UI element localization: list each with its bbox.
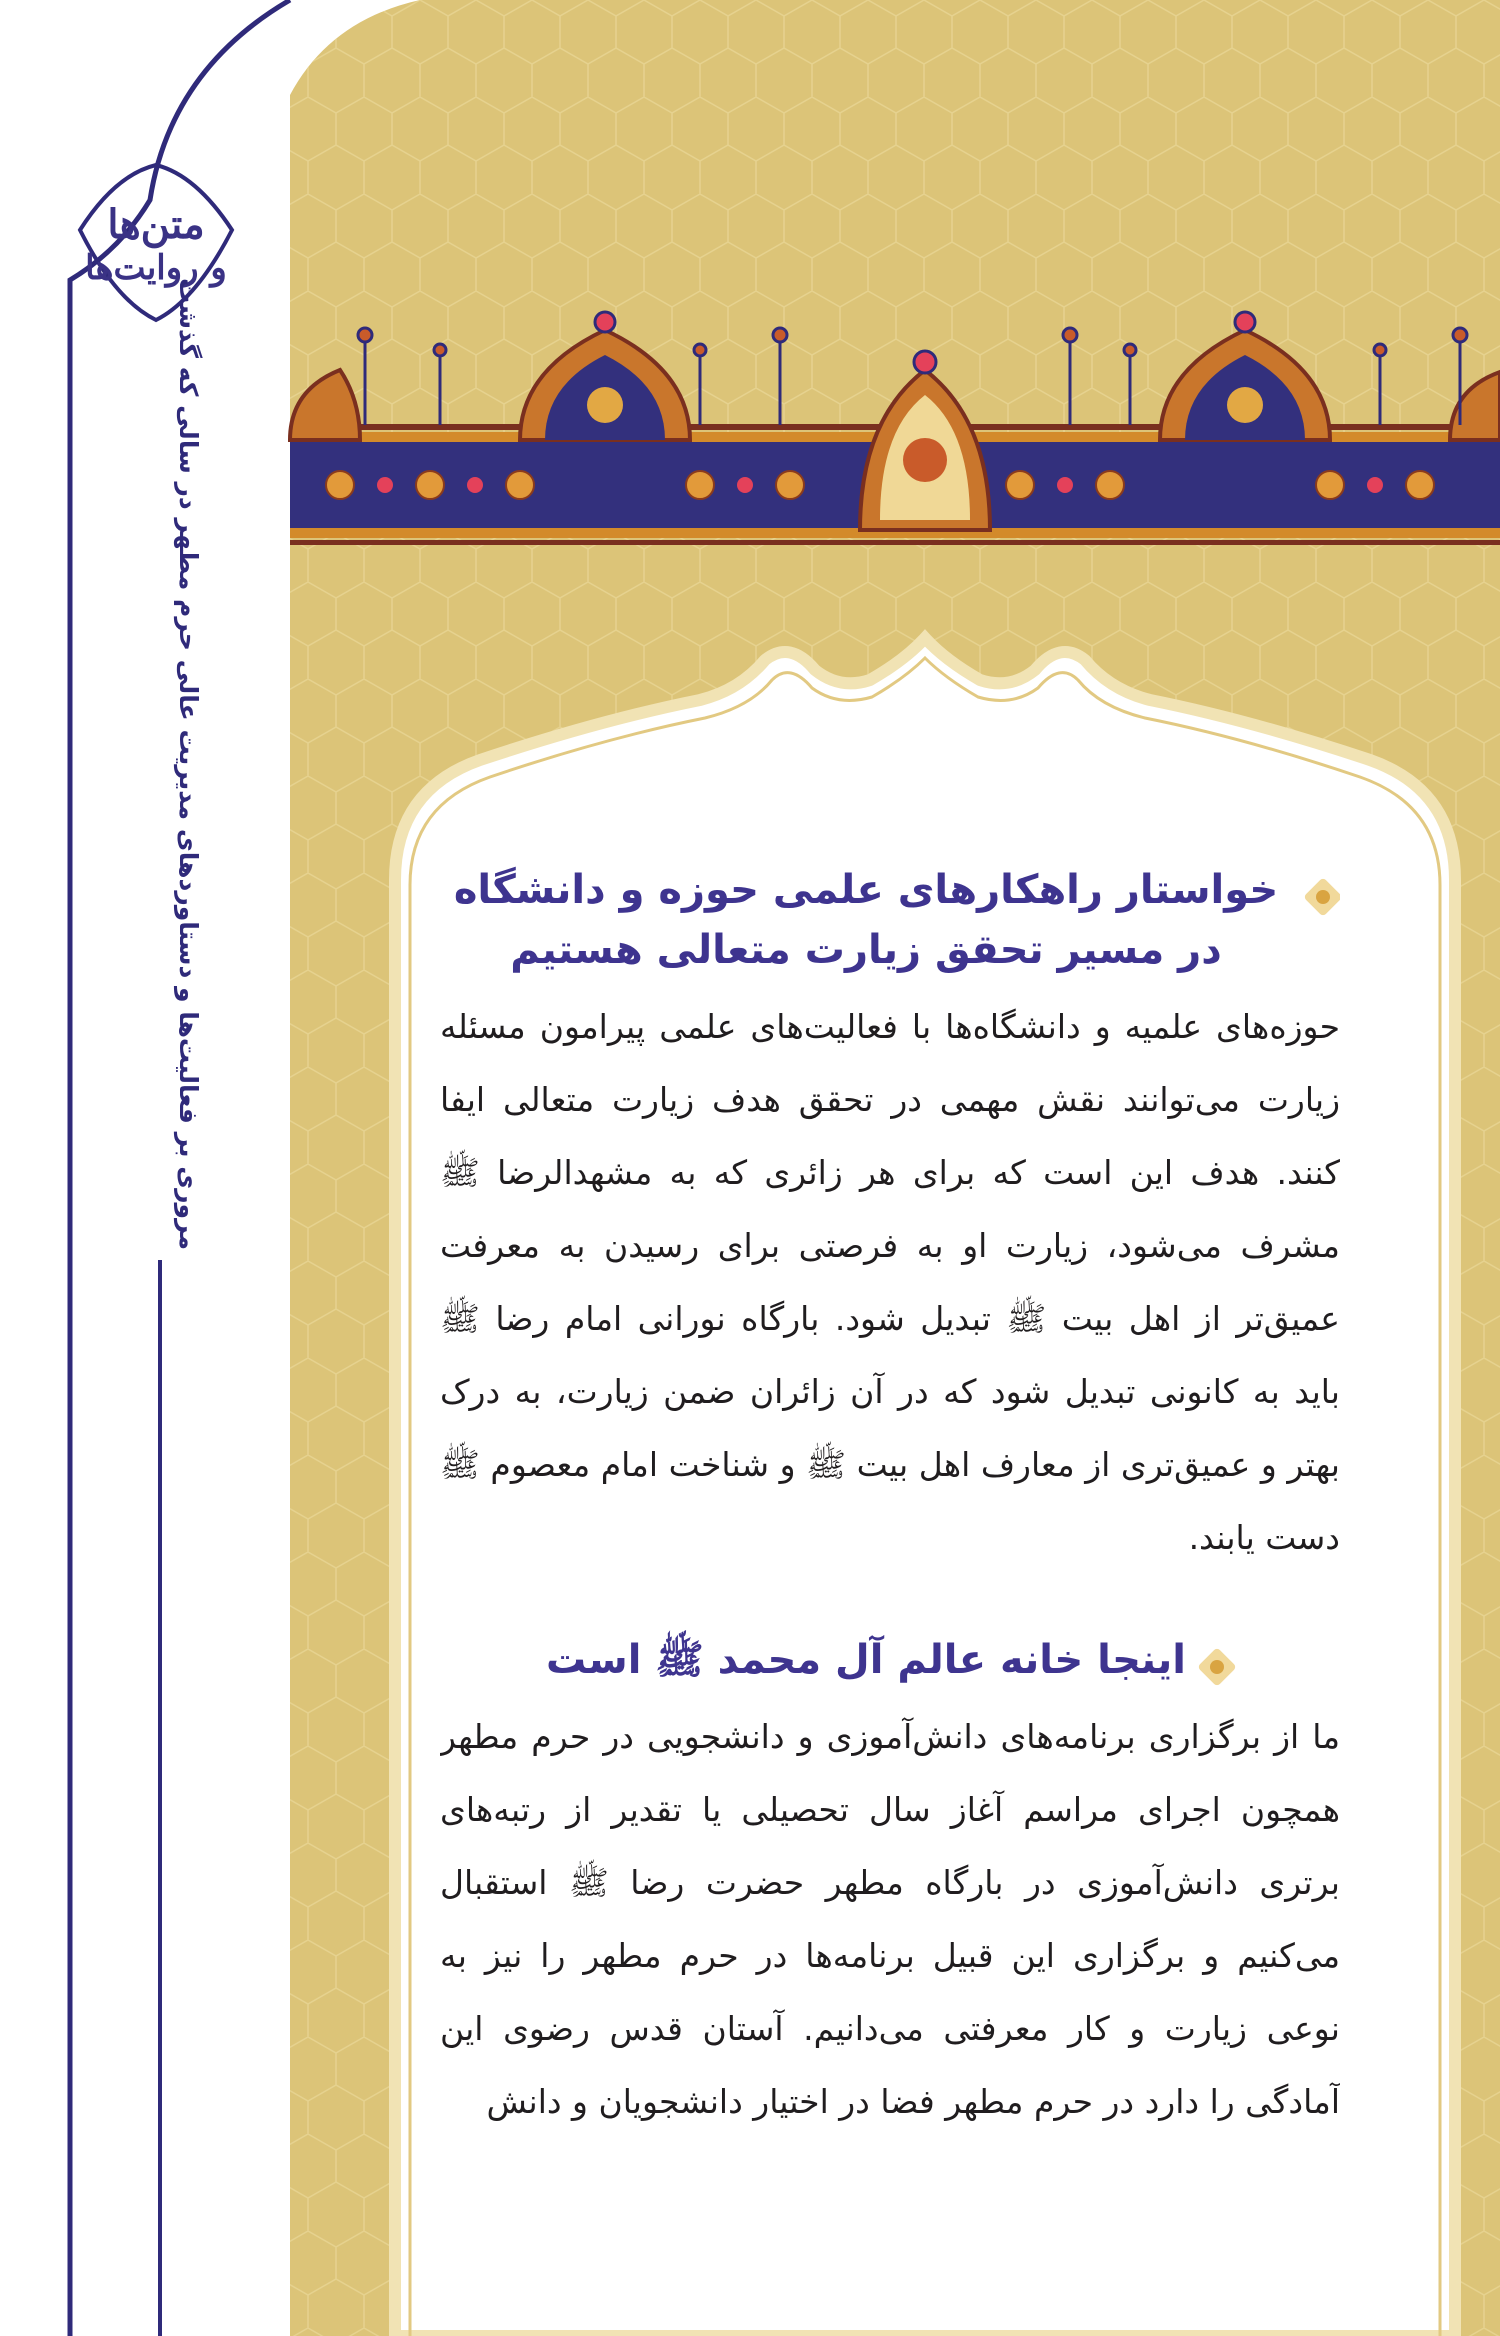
brand-logo [72,170,240,320]
section-heading-text: اینجا خانه عالم آل محمد ﷺ است [546,1637,1186,1683]
article-content [440,860,1340,2336]
section-heading [440,1630,1340,1690]
section-paragraph: ما از برگزاری برنامه‌های دانش‌آموزی و دانشجویی در حرم مطهر همچون اجرای مراسم آغاز سال تحصیلی یا تقدیر از رتبه‌های برتری دانش‌آموزی در بارگاه مطهر حضرت رضا ﷺ استقبال می‌کنیم و برگزاری این قبیل برنامه‌ها در حرم مطهر را نیز به نوعی زیارت و کار معرفتی می‌دانیم. آستان قدس رضوی این آمادگی را دارد در حرم مطهر فضا در اختیار دانشجویان و دانش [440,1717,1340,2121]
section-paragraph: حوزه‌های علمیه و دانشگاه‌ها با فعالیت‌های علمی پیرامون مسئله زیارت می‌توانند نقش مهمی در تحقق هدف زیارت متعالی ایفا کنند. هدف این است که برای هر زائری که به مشهدالرضا ﷺ مشرف می‌شود، زیارت او به فرصتی برای رسیدن به معرفت عمیق‌تر از اهل بیت ﷺ تبدیل شود. بارگاه نورانی امام رضا ﷺ باید به کانونی تبدیل شود که در آن زائران ضمن زیارت، به درک بهتر و عمیق‌تری از معارف اهل بیت ﷺ و شناخت امام معصوم ﷺ دست یابند. [440,1007,1340,1557]
sidebar-caption: مروری بر فعالیت‌ها و دستاوردهای مدیریت عالی حرم مطهر در سالی که گذشت [174,277,203,1250]
logo-line-1: متن‌ها [107,201,205,248]
diamond-bullet-icon [1306,880,1340,914]
section-heading-text: خواستار راهکارهای علمی حوزه و دانشگاه در مسیر تحقق زیارت متعالی هستیم [453,867,1279,973]
diamond-bullet-icon [1200,1650,1234,1684]
section-heading [440,860,1340,980]
logo-line-2: و روایت‌ها [85,248,227,288]
